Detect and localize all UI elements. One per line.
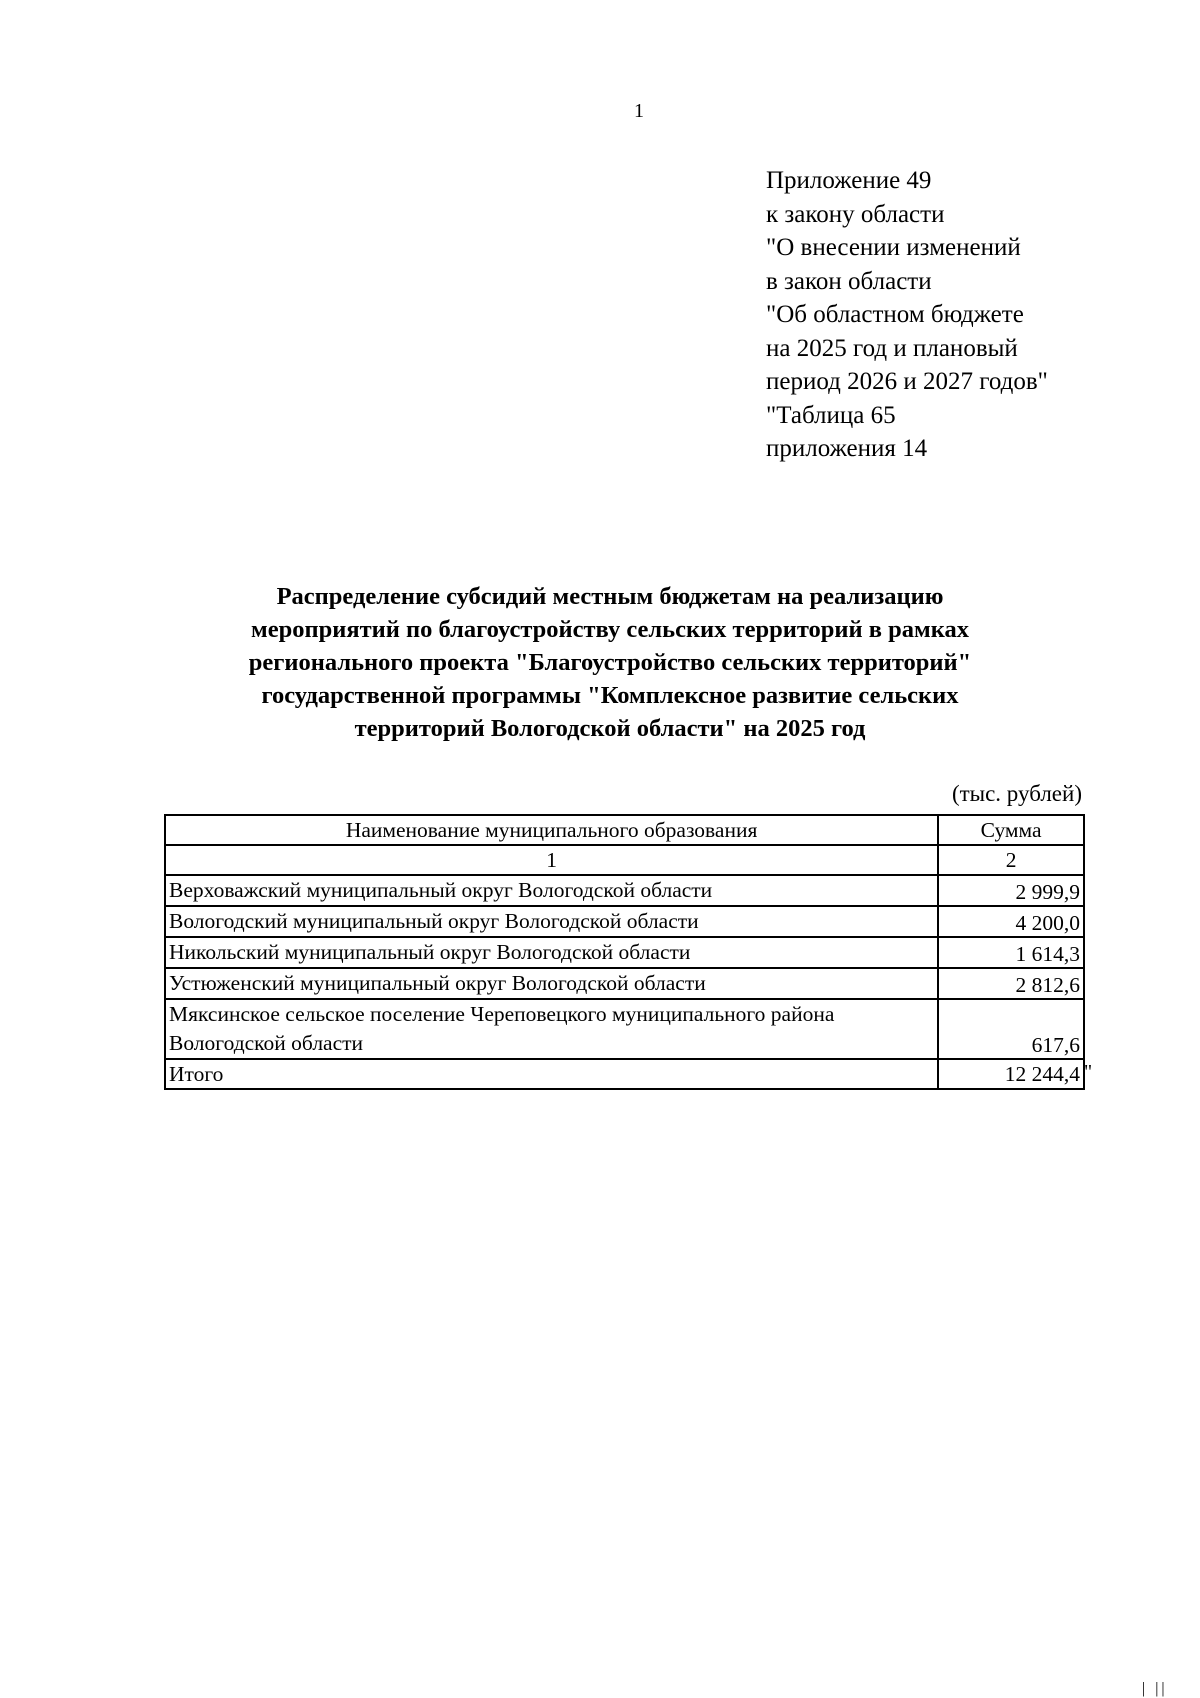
closing-quote: " <box>1084 1061 1093 1083</box>
total-row <box>165 1059 1084 1089</box>
footer-marks: | || <box>1142 1680 1168 1697</box>
table-row <box>165 937 1084 968</box>
amount-value: 1 614,3 <box>938 937 1084 968</box>
column-number: 1 <box>165 845 938 875</box>
title-line: мероприятий по благоустройству сельских территорий в рамках <box>251 616 969 643</box>
municipality-name-line: Мяксинское сельское поселение Череповецкого муниципального района <box>169 1002 835 1026</box>
document-title <box>180 580 1040 745</box>
appendix-line: приложения 14 <box>766 435 928 462</box>
amount-value: 2 812,6 <box>938 968 1084 999</box>
municipality-name: Никольский муниципальный округ Вологодской области <box>165 937 938 968</box>
appendix-line: на 2025 год и плановый <box>766 334 1018 362</box>
column-number: 2 <box>938 845 1084 875</box>
appendix-line: "Об областном бюджете <box>766 301 1024 328</box>
page-number: 1 <box>634 100 644 122</box>
appendix-block <box>766 164 1048 466</box>
municipality-name-line: Вологодской области <box>169 1031 364 1055</box>
appendix-line: Приложение 49 <box>766 167 932 194</box>
appendix-line: "О внесении изменений <box>766 234 1021 261</box>
appendix-line: "Таблица 65 <box>766 401 896 429</box>
table-header-row <box>165 815 1084 845</box>
table-row <box>165 875 1084 906</box>
title-line: государственной программы "Комплексное развитие сельских <box>261 682 959 709</box>
amount-value: 2 999,9 <box>938 875 1084 906</box>
appendix-line: в закон области <box>766 267 932 295</box>
title-line: Распределение субсидий местным бюджетам на реализацию <box>276 583 944 610</box>
appendix-line: период 2026 и 2027 годов" <box>766 368 1048 395</box>
table-row <box>165 906 1084 937</box>
total-label: Итого <box>165 1059 938 1089</box>
units-label: (тыс. рублей) <box>951 781 1082 806</box>
header-name: Наименование муниципального образования <box>165 815 938 845</box>
title-line: территорий Вологодской области" на 2025 год <box>354 715 866 742</box>
municipality-name: Верховажский муниципальный округ Вологодской области <box>165 875 938 906</box>
table-row <box>165 968 1084 999</box>
table-row <box>165 999 1084 1059</box>
column-number-row <box>165 845 1084 875</box>
subsidy-table <box>164 814 1085 1090</box>
title-line: регионального проекта "Благоустройство сельских территорий" <box>248 649 972 676</box>
municipality-name: Вологодский муниципальный округ Вологодской области <box>165 906 938 937</box>
municipality-name <box>165 999 938 1059</box>
header-amount: Сумма <box>938 815 1084 845</box>
municipality-name: Устюженский муниципальный округ Вологодской области <box>165 968 938 999</box>
total-amount: 12 244,4 <box>938 1059 1084 1089</box>
amount-value: 617,6 <box>938 999 1084 1059</box>
amount-value: 4 200,0 <box>938 906 1084 937</box>
appendix-line: к закону области <box>766 200 945 228</box>
